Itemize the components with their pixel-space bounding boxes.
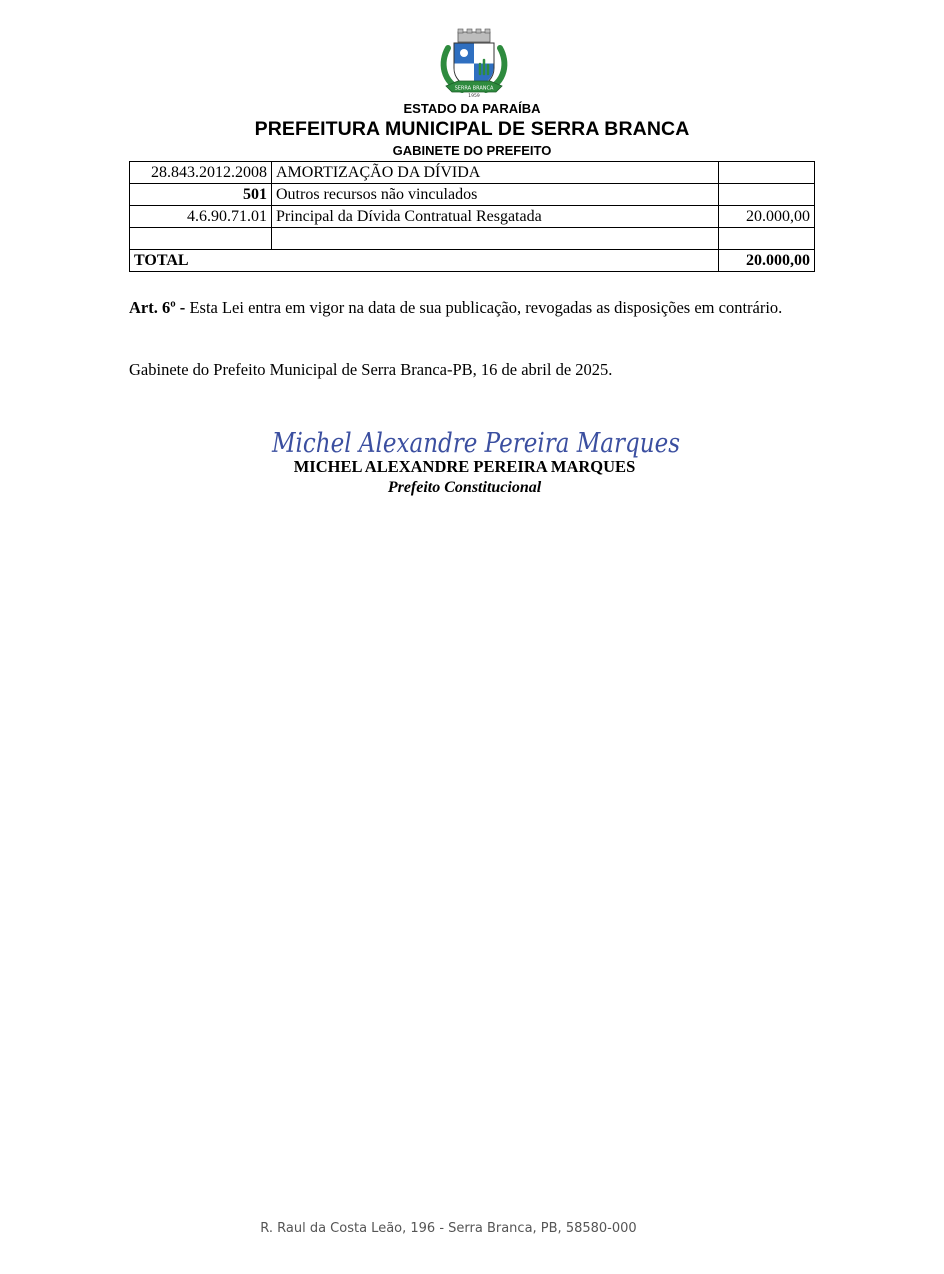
row-description [272,228,719,250]
signature-script: Michel Alexandre Pereira Marques [271,428,680,459]
row-description: Principal da Dívida Contratual Resgatada [272,206,719,228]
table-row [130,184,815,206]
crest-year: 1959 [468,94,480,99]
signer-role: Prefeito Constitucional [387,479,542,496]
article-label: Art. 6º - [129,298,186,317]
row-description: AMORTIZAÇÃO DA DÍVIDA [272,162,719,184]
row-description: Outros recursos não vinculados [272,184,719,206]
header-office: GABINETE DO PREFEITO [392,143,552,158]
row-amount [719,162,815,184]
closing-line: Gabinete do Prefeito Municipal de Serra Branca-PB, 16 de abril de 2025. [129,360,613,379]
article-paragraph [129,297,811,318]
budget-table [129,161,815,272]
table-row [130,206,815,228]
crest-text: SERRA BRANCA [454,85,494,92]
municipal-crest-icon [438,28,510,98]
row-code: 4.6.90.71.01 [130,206,272,228]
total-label: TOTAL [130,250,719,272]
signer-name: MICHEL ALEXANDRE PEREIRA MARQUES [293,457,636,476]
row-amount: 20.000,00 [719,206,815,228]
footer-address: R. Raul da Costa Leão, 196 - Serra Branca, PB, 58580-000 [260,1221,637,1236]
row-code [130,228,272,250]
total-row [130,250,815,272]
header-state: ESTADO DA PARAÍBA [403,101,541,116]
header-city-hall: PREFEITURA MUNICIPAL DE SERRA BRANCA [254,118,690,140]
row-amount [719,184,815,206]
row-code: 28.843.2012.2008 [130,162,272,184]
table-row [130,162,815,184]
row-code: 501 [130,184,272,206]
row-amount [719,228,815,250]
article-text: Esta Lei entra em vigor na data de sua publicação, revogadas as disposições em contrário. [185,298,783,317]
table-row [130,228,815,250]
total-amount: 20.000,00 [719,250,815,272]
